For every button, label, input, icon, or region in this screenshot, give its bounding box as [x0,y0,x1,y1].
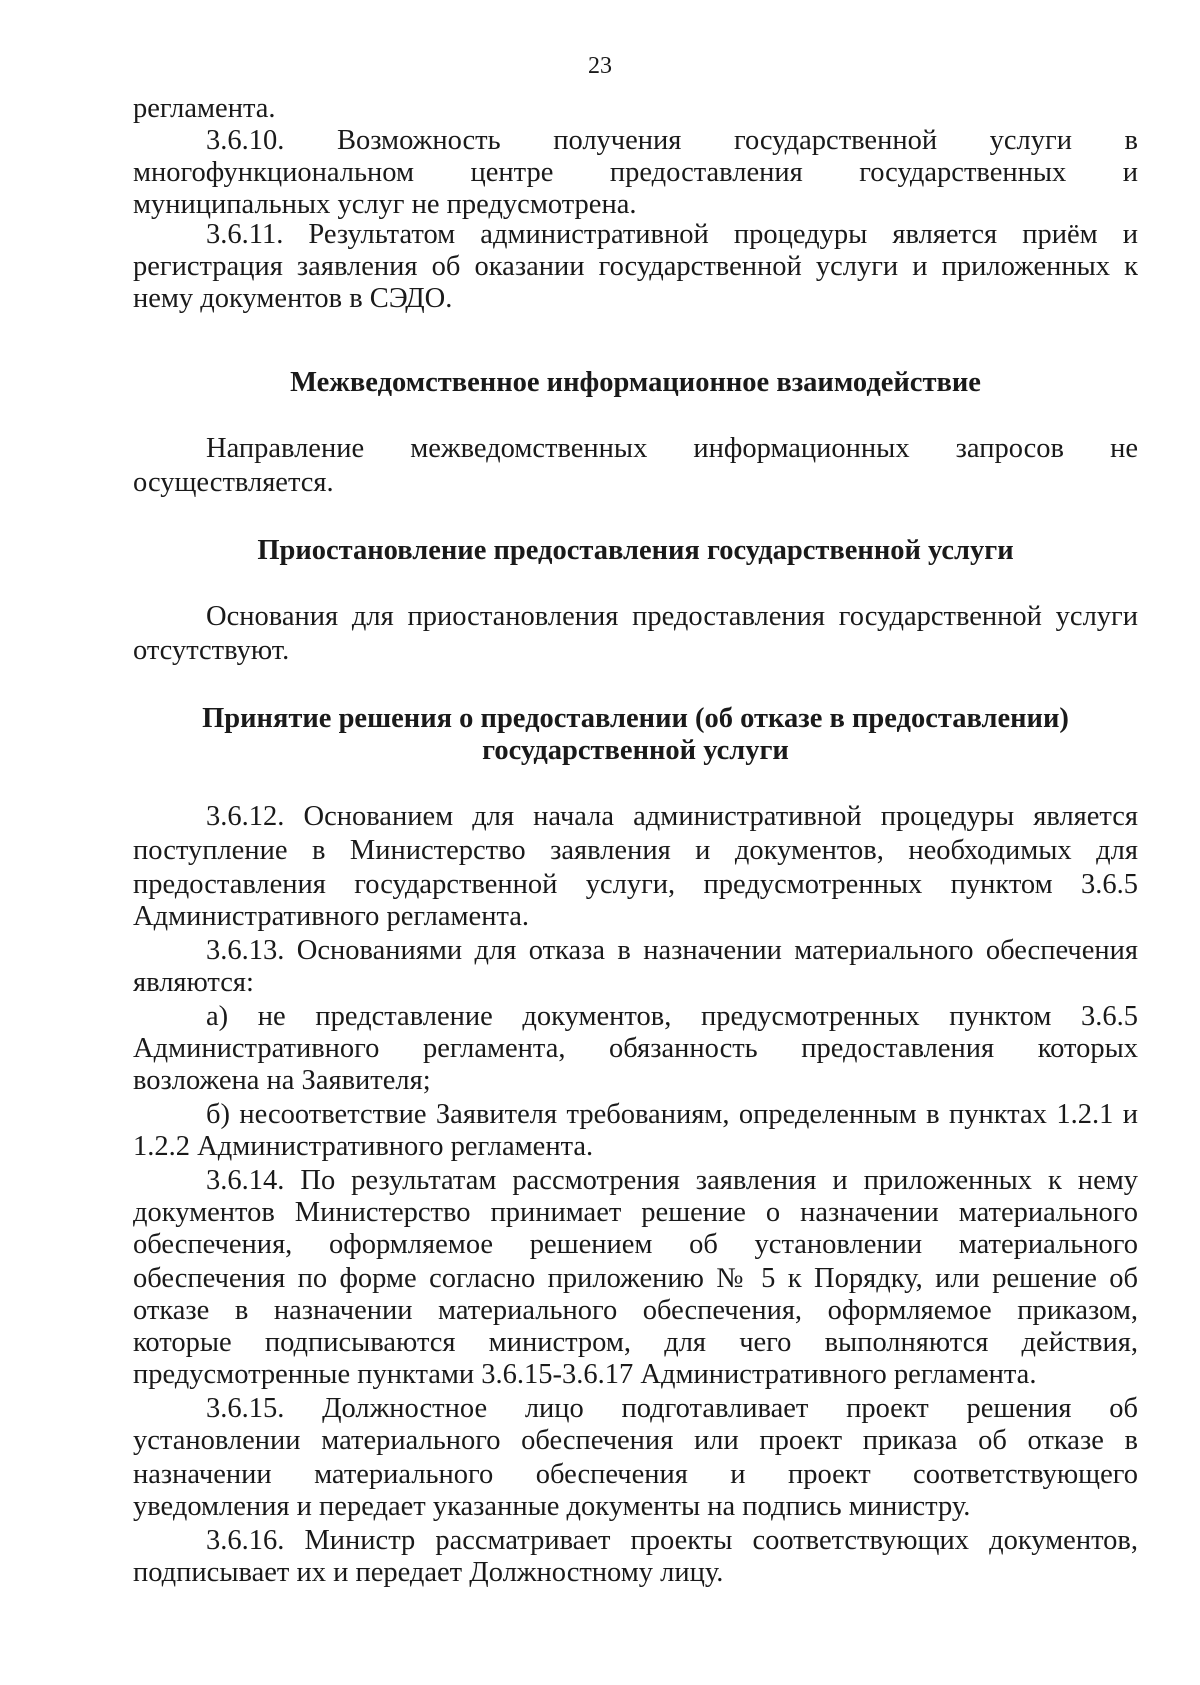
text-line: отказе в назначении материального обеспечения, оформляемое приказом, [133,1295,1138,1326]
text-line: предоставления государственной услуги, предусмотренных пунктом 3.6.5 [133,869,1138,900]
text-line: многофункциональном центре предоставления государственных и [133,157,1138,188]
text-line: регистрация заявления об оказании государственной услуги и приложенных к [133,251,1138,282]
text-line: документов Министерство принимает решение о назначении материального [133,1197,1138,1228]
text-line: Основания для приостановления предоставления государственной услуги [206,601,1138,632]
text-line: 3.6.10. Возможность получения государственной услуги в [206,125,1138,156]
text-line: 1.2.2 Административного регламента. [133,1131,594,1162]
text-line: поступление в Министерство заявления и документов, необходимых для [133,835,1138,866]
text-line: возложена на Заявителя; [133,1065,431,1096]
text-line: назначении материального обеспечения и проект соответствующего [133,1459,1138,1490]
section-heading: государственной услуги [482,735,789,766]
text-line: Административного регламента. [133,901,530,932]
text-line: Направление межведомственных информационных запросов не [206,433,1138,464]
text-line: нему документов в СЭДО. [133,283,453,314]
text-line: 3.6.13. Основаниями для отказа в назначении материального обеспечения [206,935,1138,966]
text-line: предусмотренные пунктами 3.6.15-3.6.17 Административного регламента. [133,1359,1037,1390]
page-number: 23 [588,53,612,79]
section-heading: Приостановление предоставления государственной услуги [257,535,1014,566]
section-heading: Принятие решения о предоставлении (об отказе в предоставлении) [202,703,1069,734]
text-line: 3.6.11. Результатом административной процедуры является приём и [206,219,1138,250]
text-line: уведомления и передает указанные документы на подпись министру. [133,1491,971,1522]
text-line: обеспечения по форме согласно приложению № 5 к Порядку, или решение об [133,1263,1138,1294]
text-line: а) не представление документов, предусмотренных пунктом 3.6.5 [206,1001,1138,1032]
text-line: подписывает их и передает Должностному лицу. [133,1557,724,1588]
section-heading: Межведомственное информационное взаимодействие [290,367,981,398]
text-line: 3.6.15. Должностное лицо подготавливает проект решения об [206,1393,1138,1424]
text-line: отсутствуют. [133,635,290,666]
text-line: б) несоответствие Заявителя требованиям, определенным в пунктах 1.2.1 и [206,1099,1138,1130]
text-line: регламента. [133,93,276,124]
text-line: являются: [133,967,254,998]
text-line: 3.6.12. Основанием для начала административной процедуры является [206,801,1138,832]
text-line: муниципальных услуг не предусмотрена. [133,189,637,220]
text-line: Административного регламента, обязанность предоставления которых [133,1033,1138,1064]
text-line: осуществляется. [133,467,334,498]
text-line: 3.6.14. По результатам рассмотрения заявления и приложенных к нему [206,1165,1138,1196]
text-line: которые подписываются министром, для чего выполняются действия, [133,1327,1138,1358]
text-line: 3.6.16. Министр рассматривает проекты соответствующих документов, [206,1525,1138,1556]
text-line: обеспечения, оформляемое решением об установлении материального [133,1229,1138,1260]
text-line: установлении материального обеспечения или проект приказа об отказе в [133,1425,1138,1456]
